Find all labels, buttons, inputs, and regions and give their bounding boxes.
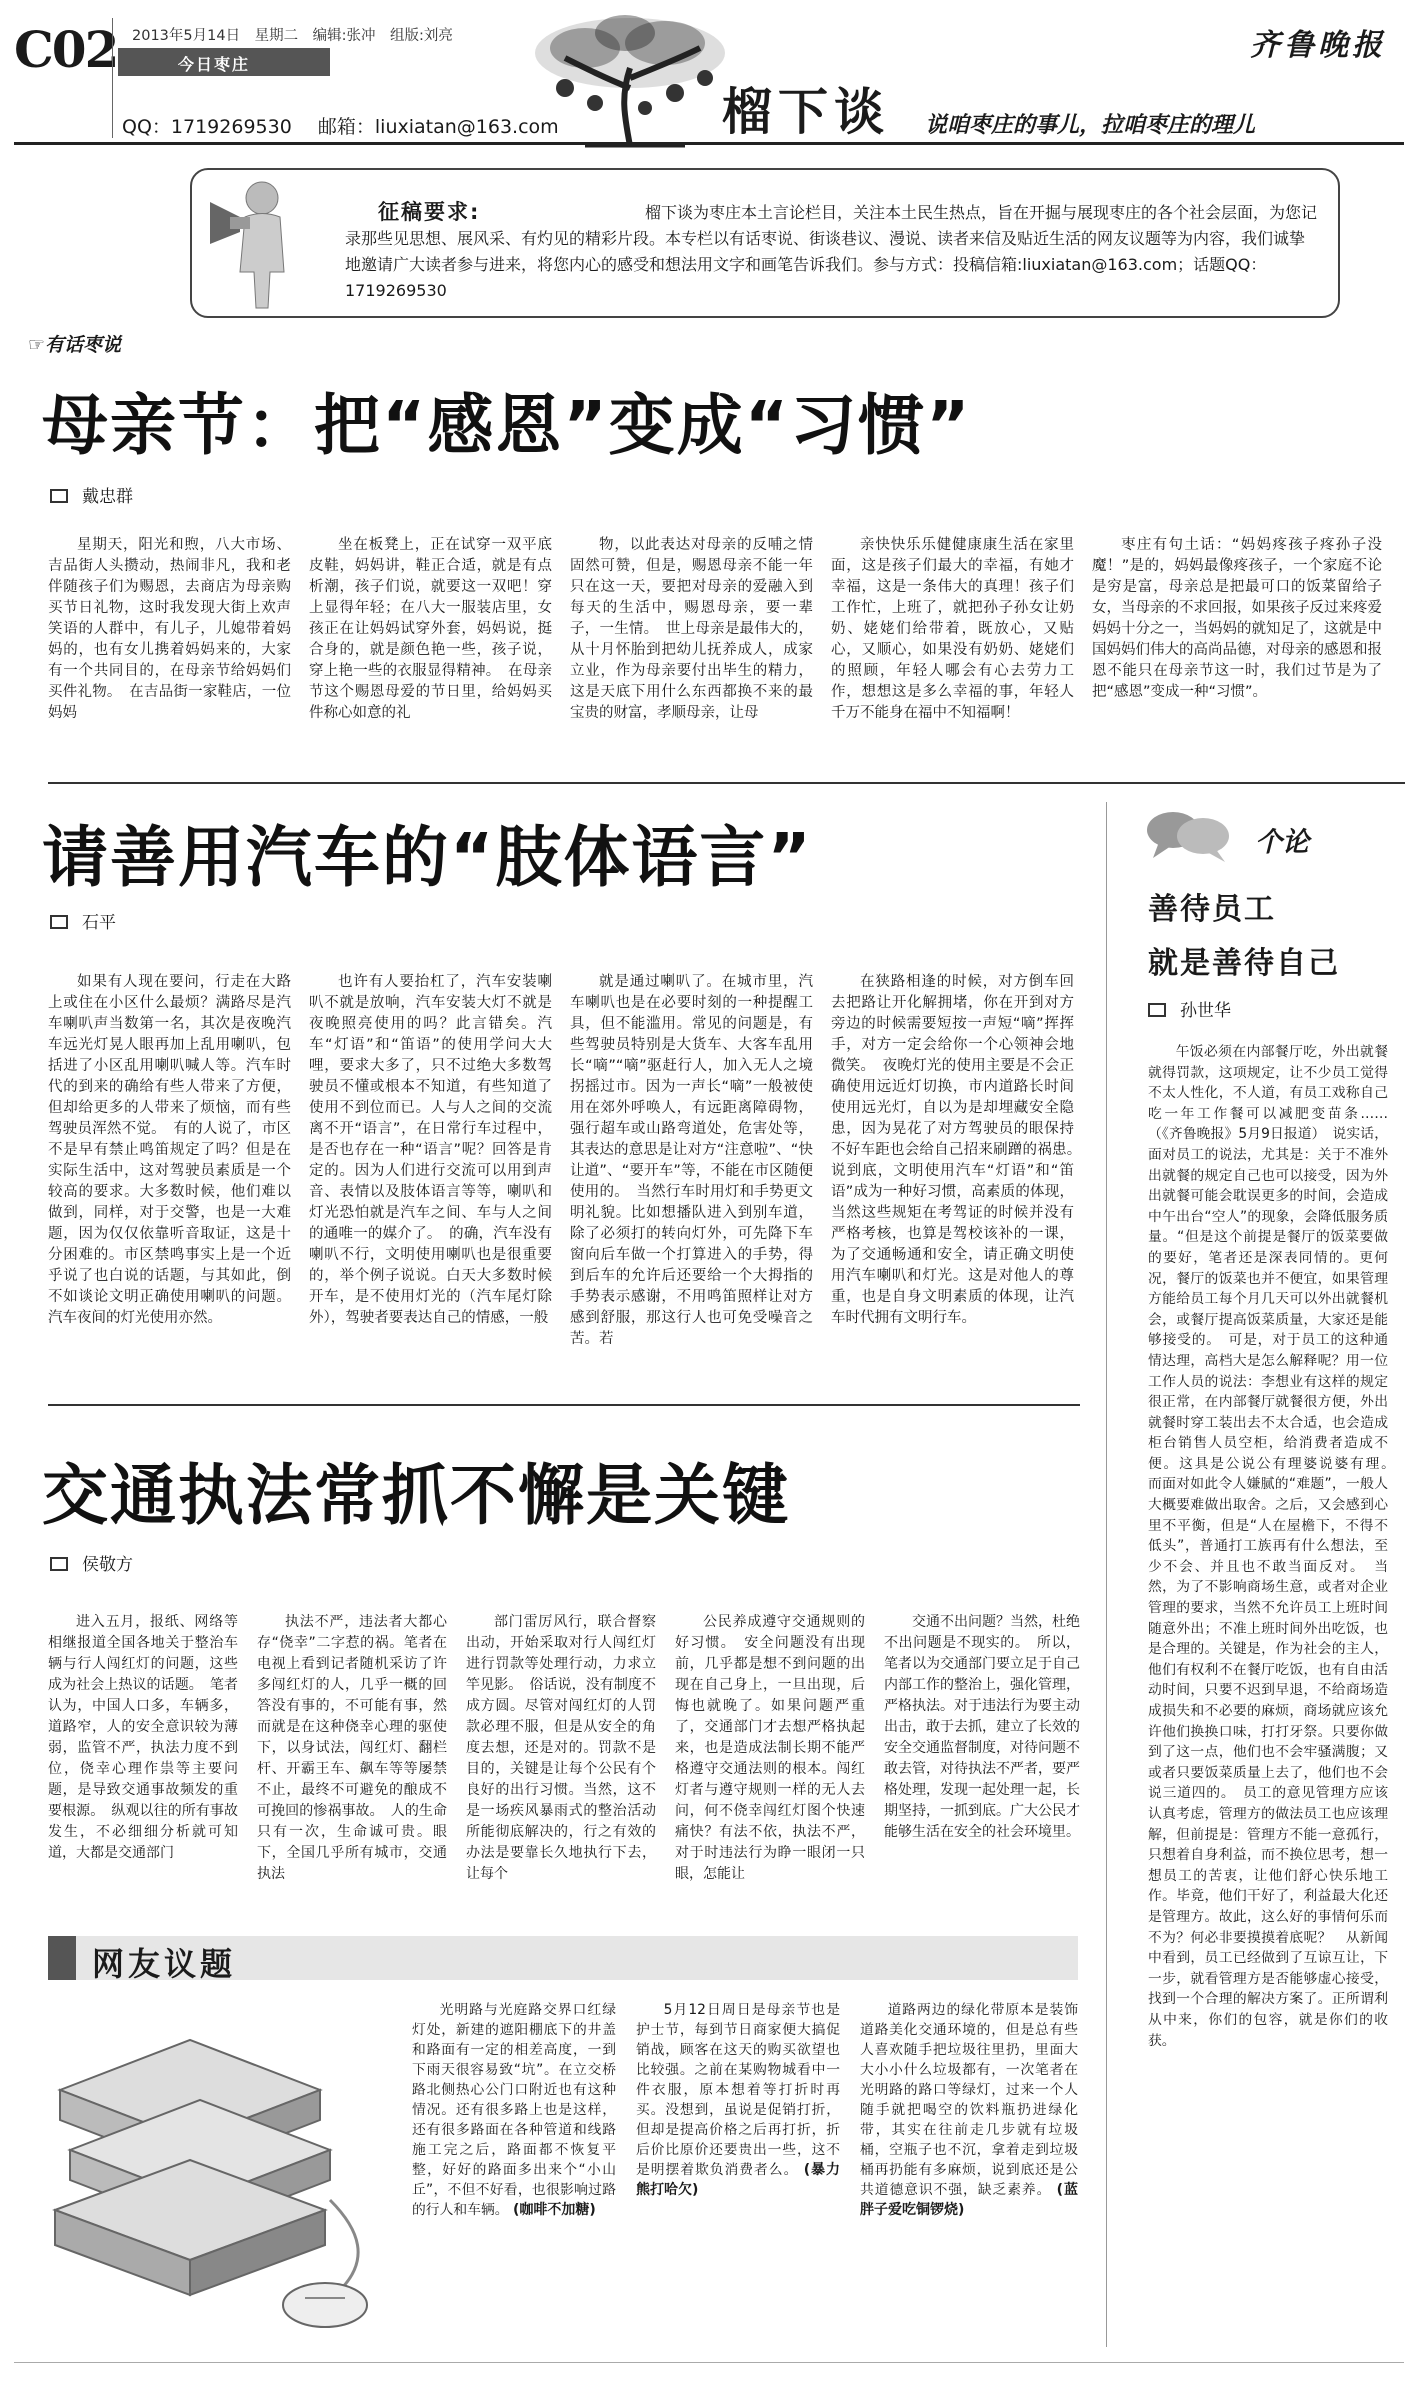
netizen-col2 bbox=[636, 2000, 840, 2340]
article2-title: 请善用汽车的“肢体语言” bbox=[42, 819, 813, 896]
netizen-col3 bbox=[860, 2000, 1078, 2340]
article3-col4: 公民养成遵守交通规则的好习惯。 安全问题没有出现前，几乎都是想不到问题的出现在自己身上，一旦出现，后悔也就晚了。如果问题严重了，交通部门才去想严格执起来，也是造成法制长期不能严格遵守交通法则的根本。闯红灯者与遵守规则一样的无人去问，何不侥幸闯红灯图个快速痛快？有法不依，执法不严，对于时违法行为睁一眼闭一只眼，怎能让 bbox=[675, 1614, 865, 1882]
article2-col4: 在狭路相逢的时候，对方倒车回去把路让开化解拥堵，你在开到对方旁边的时候需要短按一声短“嘀”挥挥手，对方一定会给你一个心领神会地微笑。 夜晚灯光的使用主要是不会正确使用远近灯切换，市内道路长时间使用远光灯，自以为是却埋藏安全隐患，因为晃花了对方驾驶员的眼保持不好车距也会给自己招来刷蹭的祸患。 说到底，文明使用汽车“灯语”和“笛语”成为一种好习惯，高素质的体现，当然这些规矩在考驾证的时候并没有严格考核，也算是驾校该补的一课，为了交通畅通和安全，请正确文明使用汽车喇叭和灯光。这是对他人的尊重，也是自身文明素质的体现，让汽车时代拥有文明行车。 bbox=[831, 974, 1089, 1326]
email-label: 邮箱：liuxiatan@163.com bbox=[317, 116, 559, 138]
netizen-sig-2: (暴力熊打哈欠) bbox=[636, 2162, 841, 2198]
article1-col1: 星期天，阳光和煦，八大市场、吉品街人头攒动，热闹非凡，我和老伴随孩子们为赐恩，去商店为母亲购买节日礼物，这时我发现大街上欢声笑语的人群中，有儿子，儿媳带着妈妈的，也有女儿携着妈妈来的，大家有一个共同目的，在母亲节给妈妈们买件礼物。 在吉品街一家鞋店，一位妈妈 bbox=[48, 537, 291, 721]
netizen-col1 bbox=[412, 2000, 616, 2340]
netizen-post-2: 5月12日周日是母亲节也是护士节，每到节日商家便大搞促销战，顾客在这天的购买欲望也比较强。之前在某购物城看中一件衣服，原本想着等打折时再买。没想到，虽说是促销打折，但却是提高价格之后再打折，折后价比原价还要贵出一些，这不是明摆着欺负消费者么。 bbox=[636, 2002, 840, 2178]
author-box-icon bbox=[50, 915, 68, 929]
article2-rule bbox=[48, 1404, 1080, 1406]
masthead-logo: 齐鲁晚报 bbox=[1250, 28, 1386, 63]
pomegranate-tree-illustration bbox=[525, 8, 735, 148]
sidebar-divider bbox=[1106, 802, 1107, 2347]
column-name: 榴下谈 bbox=[722, 82, 890, 141]
date-line: 2013年5月14日 星期二 编辑:张冲 组版:刘亮 bbox=[132, 28, 453, 44]
article1-title: 母亲节：把“感恩”变成“习惯” bbox=[42, 387, 972, 464]
header-divider bbox=[112, 18, 113, 138]
books-mouse-illustration bbox=[40, 2000, 400, 2340]
slogan: 说咱枣庄的事儿，拉咱枣庄的理儿 bbox=[925, 112, 1256, 138]
article3-col3: 部门雷厉风行，联合督察出动，开始采取对行人闯红灯进行罚款等处理行动，力求立竿见影。 俗话说，没有制度不成方圆。尽管对闯红灯的人罚款必理不服，但是从安全的角度去想，还是对的。罚款不是目的，关键是让每个公民有个良好的出行习惯。当然，这不是一场疾风暴雨式的整治活动所能彻底解决的，行之有效的办法是要靠长久地执行下去，让每个 bbox=[466, 1614, 656, 1882]
netizen-title: 网友议题 bbox=[92, 1945, 237, 1983]
author-box-icon bbox=[50, 489, 68, 503]
section-tag bbox=[28, 330, 121, 357]
speech-bubbles-icon bbox=[1145, 806, 1235, 864]
netizen-sig-3: (蓝胖子爱吃铜锣烧) bbox=[860, 2182, 1078, 2218]
megaphone-man-icon bbox=[200, 172, 310, 312]
article1-col2: 坐在板凳上，正在试穿一双平底皮鞋，妈妈讲，鞋正合适，就是有点析潮，孩子们说，就要这一双吧！穿上显得年轻；在八大一服装店里，女孩正在让妈妈试穿外套，妈妈说，挺合身的，就是颜色艳一些，孩子说，穿上艳一些的衣服显得精神。 在母亲节这个赐恩母爱的节日里，给妈妈买件称心如意的礼 bbox=[309, 537, 552, 721]
page-code: C02 bbox=[14, 20, 118, 79]
tag-icon: ☞ bbox=[28, 334, 46, 356]
article3-byline bbox=[50, 1550, 133, 1575]
article3-title: 交通执法常抓不懈是关键 bbox=[42, 1457, 790, 1534]
article3-col5: 交通不出问题？当然，杜绝不出问题是不现实的。 所以，笔者以为交通部门要立足于自己内部工作的整治上，强化管理，严格执法。对于违法行为要主动出击，敢于去抓，建立了长效的安全交通监督制度，对待问题不敢去管，对待执法不严者，要严格处理，发现一起处理一起，长期坚持，一抓到底。广大公民才能够生活在安全的社会环境里。 bbox=[884, 1614, 1080, 1840]
sidebar-byline bbox=[1148, 996, 1231, 1021]
netizen-sig-1: (咖啡不加糖) bbox=[512, 2202, 596, 2218]
call-body: 榴下谈为枣庄本土言论栏目，关注本土民生热点，旨在开掘与展现枣庄的各个社会层面，为您记录那些见思想、展风采、有灼见的精彩片段。本专栏以有话枣说、街谈巷议、漫说、读者来信及贴近生活的网友议题等为内容，我们诚挚地邀请广大读者参与进来，将您内心的感受和想法用文字和画笔告诉我们。参与方式：投稿信箱:liuxiatan@163.com；话题QQ：1719269530 bbox=[345, 203, 1318, 300]
sidebar-author: 孙世华 bbox=[1180, 1001, 1231, 1021]
article3-author: 侯敬方 bbox=[82, 1555, 133, 1575]
article1-rule bbox=[48, 782, 1405, 784]
section-name: 今日枣庄 bbox=[178, 55, 251, 74]
sidebar-body: 午饭必须在内部餐厅吃，外出就餐就得罚款，这项规定，让不少员工觉得不太人性化，不人道，有员工戏称自己吃一年工作餐可以减肥变苗条……（《齐鲁晚报》5月9日报道） 说实话，面对员工的说法，尤其是：关于不准外出就餐的规定自己也可以接受，因为外出就餐可能会耽误更多的时间，会造成中午出台“空人”的现象，会降低服务质量。“但是这个前提是餐厅的饭菜要做的要好，笔者还是深表同情的。更何况，餐厅的饭菜也并不便宜，如果管理方能给员工每个月几天可以外出就餐机会，或餐厅提高饭菜质量，大家还是能够接受的。 可是，对于员工的这种通情达理，高档大是怎么解释呢？用一位工作人员的说法：李想业有这样的规定很正常，在内部餐厅就餐很方便，外出就餐时穿工装出去不太合适，也会造成柜台销售人员空柜，给消费者造成不便。这具是公说公有理婆说婆有理。 而面对如此令人嫌腻的“难题”，一般人大概要难做出取舍。之后，又会感到心里不平衡，但是“人在屋檐下，不得不低头”，普通打工族再有什么想法，至少不会、并且也不敢当面反对。 当然，为了不影响商场生意，或者对企业管理的要求，当然不允许员工上班时间随意外出；不准上班时间外出吃饭，也是合理的。关键是，作为社会的主人，他们有权利不在餐厅吃饭，也有自由活动时间，只要不迟到早退，不给商场造成损失和不必要的麻烦，商场就应该允许他们换换口味，打打牙祭。只要你做到了这一点，他们也不会牢骚满腹；又或者只要饭菜质量上去了，他们也不会说三道四的。 员工的意见管理方应该认真考虑，管理方的做法员工也应该理解，但前提是：管理方不能一意孤行，只想着自身利益，而不换位思考，想一想员工的苦衷，让他们舒心快乐地工作。毕竟，他们干好了，利益最大化还是管理方。故此，这么好的事情何乐而不为？何必非要摸摸着底呢？ 从新闻中看到，员工已经做到了互谅互让，下一步，就看管理方是否能够虚心接受，找到一个合理的解决方案了。正所谓利从中来，你们的包容，就是你们的收获。 bbox=[1148, 1044, 1402, 2049]
article2-col1: 如果有人现在要问，行走在大路上或住在小区什么最烦？满路尽是汽车喇叭声当数第一名，其次是夜晚汽车远光灯晃人眼再加上乱用喇叭，包括进了小区乱用喇叭喊人等。汽车时代的到来的确给有些人带来了方便，但却给更多的人带来了烦恼，而有些驾驶员浑然不觉。 有的人说了，市区不是早有禁止鸣笛规定了吗？但是在实际生活中，这对驾驶员素质是一个较高的要求。大多数时候，他们难以做到，同样，对于交警，也是一大难题，因为仅仅依靠听音取证，这是十分困难的。市区禁鸣事实上是一个近乎说了也白说的话题，与其如此，倒不如谈论文明正确使用喇叭的问题。汽车夜间的灯光使用亦然。 bbox=[48, 974, 291, 1326]
netizen-post-1: 光明路与光庭路交界口红绿灯处，新建的遮阳棚底下的井盖和路面有一定的相差高度，一到下雨天很容易致“坑”。在立交桥路北侧热心公门口附近也有这种情况。还有很多路上也是这样，还有很多路面在各种管道和线路施工完之后，路面都不恢复平整，好好的路面多出来个“小山丘”，不但不好看，也很影响过路的行人和车辆。 bbox=[412, 2002, 616, 2218]
article1-col5: 枣庄有句土话：“妈妈疼孩子疼孙子没魔！”是的，妈妈最像疼孩子，一个家庭不论是穷是富，母亲总是把最可口的饭菜留给子女，当母亲的不求回报，如果孩子反过来疼爱妈妈十分之一，当妈妈的就知足了，这就是中国妈妈们伟大的高尚品德，对母亲的感恩和报恩不能只在母亲节这一时，我们过节是为了把“感恩”变成一种“习惯”。 bbox=[1092, 537, 1382, 700]
header-rule bbox=[14, 142, 1404, 145]
article3-col2: 执法不严，违法者大都心存“侥幸”二字惹的祸。笔者在电视上看到记者随机采访了许多闯红灯的人，几乎一概的回答没有事的，不可能有事，然而就是在这种侥幸心理的驱使下，以身试法，闯红灯、翻栏杆、开霸王车、飙车等等屡禁不止，最终不可避免的酿成不可挽回的惨祸事故。 人的生命只有一次，生命诚可贵。眼下，全国几乎所有城市，交通执法 bbox=[257, 1614, 447, 1882]
author-box-icon bbox=[1148, 1003, 1166, 1017]
article2-author: 石平 bbox=[82, 913, 116, 933]
qq-label: QQ：1719269530 bbox=[122, 116, 292, 138]
sidebar-tag: 个论 bbox=[1255, 827, 1309, 858]
article1-author: 戴忠群 bbox=[82, 487, 133, 507]
article2-col2: 也许有人要抬杠了，汽车安装喇叭不就是放响，汽车安装大灯不就是夜晚照亮使用的吗？此言错矣。汽车“灯语”和“笛语”的使用学问大大哩，要求大多了，只不过绝大多数驾驶员不懂或根本不知道，有些知道了使用不到位而已。人与人之间的交流离不开“语言”，在日常行车过程中，是否也存在一种“语言”呢？回答是肯定的。因为人们进行交流可以用到声音、表情以及肢体语言等等，喇叭和灯光恐怕就是汽车之间、车与人之间的通唯一的媒介了。 的确，汽车没有喇叭不行，文明使用喇叭也是很重要的，举个例子说说。白天大多数时候开车，是不使用灯光的（汽车尾灯除外），驾驶者要表达自己的情感，一般 bbox=[309, 974, 552, 1326]
sidebar-title-line1: 善待员工 bbox=[1148, 892, 1276, 927]
call-title: 征稿要求: bbox=[378, 200, 481, 224]
article2-byline bbox=[50, 908, 116, 933]
bottom-rule bbox=[14, 2362, 1404, 2363]
article3-col1: 进入五月，报纸、网络等相继报道全国各地关于整治车辆与行人闯红灯的问题，这些成为社会上热议的话题。 笔者认为，中国人口多，车辆多，道路窄，人的安全意识较为薄弱，监管不严，执法力度不到位，侥幸心理作祟等主要问题，是导致交通事故频发的重要根源。 纵观以往的所有事故发生，不必细细分析就可知道，大都是交通部门 bbox=[48, 1614, 238, 1861]
section-tag-label: 有话枣说 bbox=[45, 334, 122, 356]
netizen-header-square bbox=[48, 1936, 76, 1980]
contact-line bbox=[122, 112, 559, 139]
article1-col3: 物，以此表达对母亲的反哺之情固然可赞，但是，赐恩母亲不能一年只在这一天，要把对母亲的爱融入到每天的生活中，赐恩母亲，要一辈子，一生情。 世上母亲是最伟大的，从十月怀胎到把幼儿抚养成人，成家立业，作为母亲要付出毕生的精力，这是天底下用什么东西都换不来的最宝贵的财富，孝顺母亲，让母 bbox=[570, 537, 813, 721]
sidebar-title-line2: 就是善待自己 bbox=[1148, 946, 1340, 981]
article2-col3: 就是通过喇叭了。在城市里，汽车喇叭也是在必要时刻的一种提醒工具，但不能滥用。常见的问题是，有些驾驶员特别是大货车、大客车乱用长“嘀”“嘀”驱赶行人，加入无人之境拐摇过市。因为一声长“嘀”一般被使用在郊外呼唤人，有远距离障碍物，强行超车或山路弯道处，危害处等，其表达的意思是让对方“注意啦”、“快让道”、“要开车”等，不能在市区随便使用的。 当然行车时用灯和手势更文明礼貌。比如想播队进入到别车道，除了必须打的转向灯外，可先降下车窗向后车做一个打算进入的手势，得到后车的允许后还要给一个大拇指的手势表示感谢，不用鸣笛照样让对方感到舒服，那这行人也可免受噪音之苦。若 bbox=[570, 974, 813, 1347]
netizen-post-3: 道路两边的绿化带原本是装饰道路美化交通环境的，但是总有些人喜欢随手把垃圾往里扔，里面大大小小什么垃圾都有，一次笔者在光明路的路口等绿灯，过来一个人随手就把喝空的饮料瓶扔进绿化带，其实在往前走几步就有垃圾桶，空瓶子也不沉，拿着走到垃圾桶再扔能有多麻烦，说到底还是公共道德意识不强，缺乏素养。 bbox=[860, 2002, 1078, 2198]
article1-col4: 亲快快乐乐健健康康生活在家里面，这是孩子们最大的幸福，有她才幸福，这是一条伟大的真理！孩子们工作忙，上班了，就把孙子孙女让奶奶、姥姥们给带着，既放心，又贴心，又顺心，如果没有奶奶、姥姥们的照顾，年轻人哪会有心去劳力工作，想想这是多么幸福的事，年轻人千万不能身在福中不知福啊！ bbox=[831, 537, 1074, 721]
article1-byline bbox=[50, 482, 133, 507]
author-box-icon bbox=[50, 1557, 68, 1571]
